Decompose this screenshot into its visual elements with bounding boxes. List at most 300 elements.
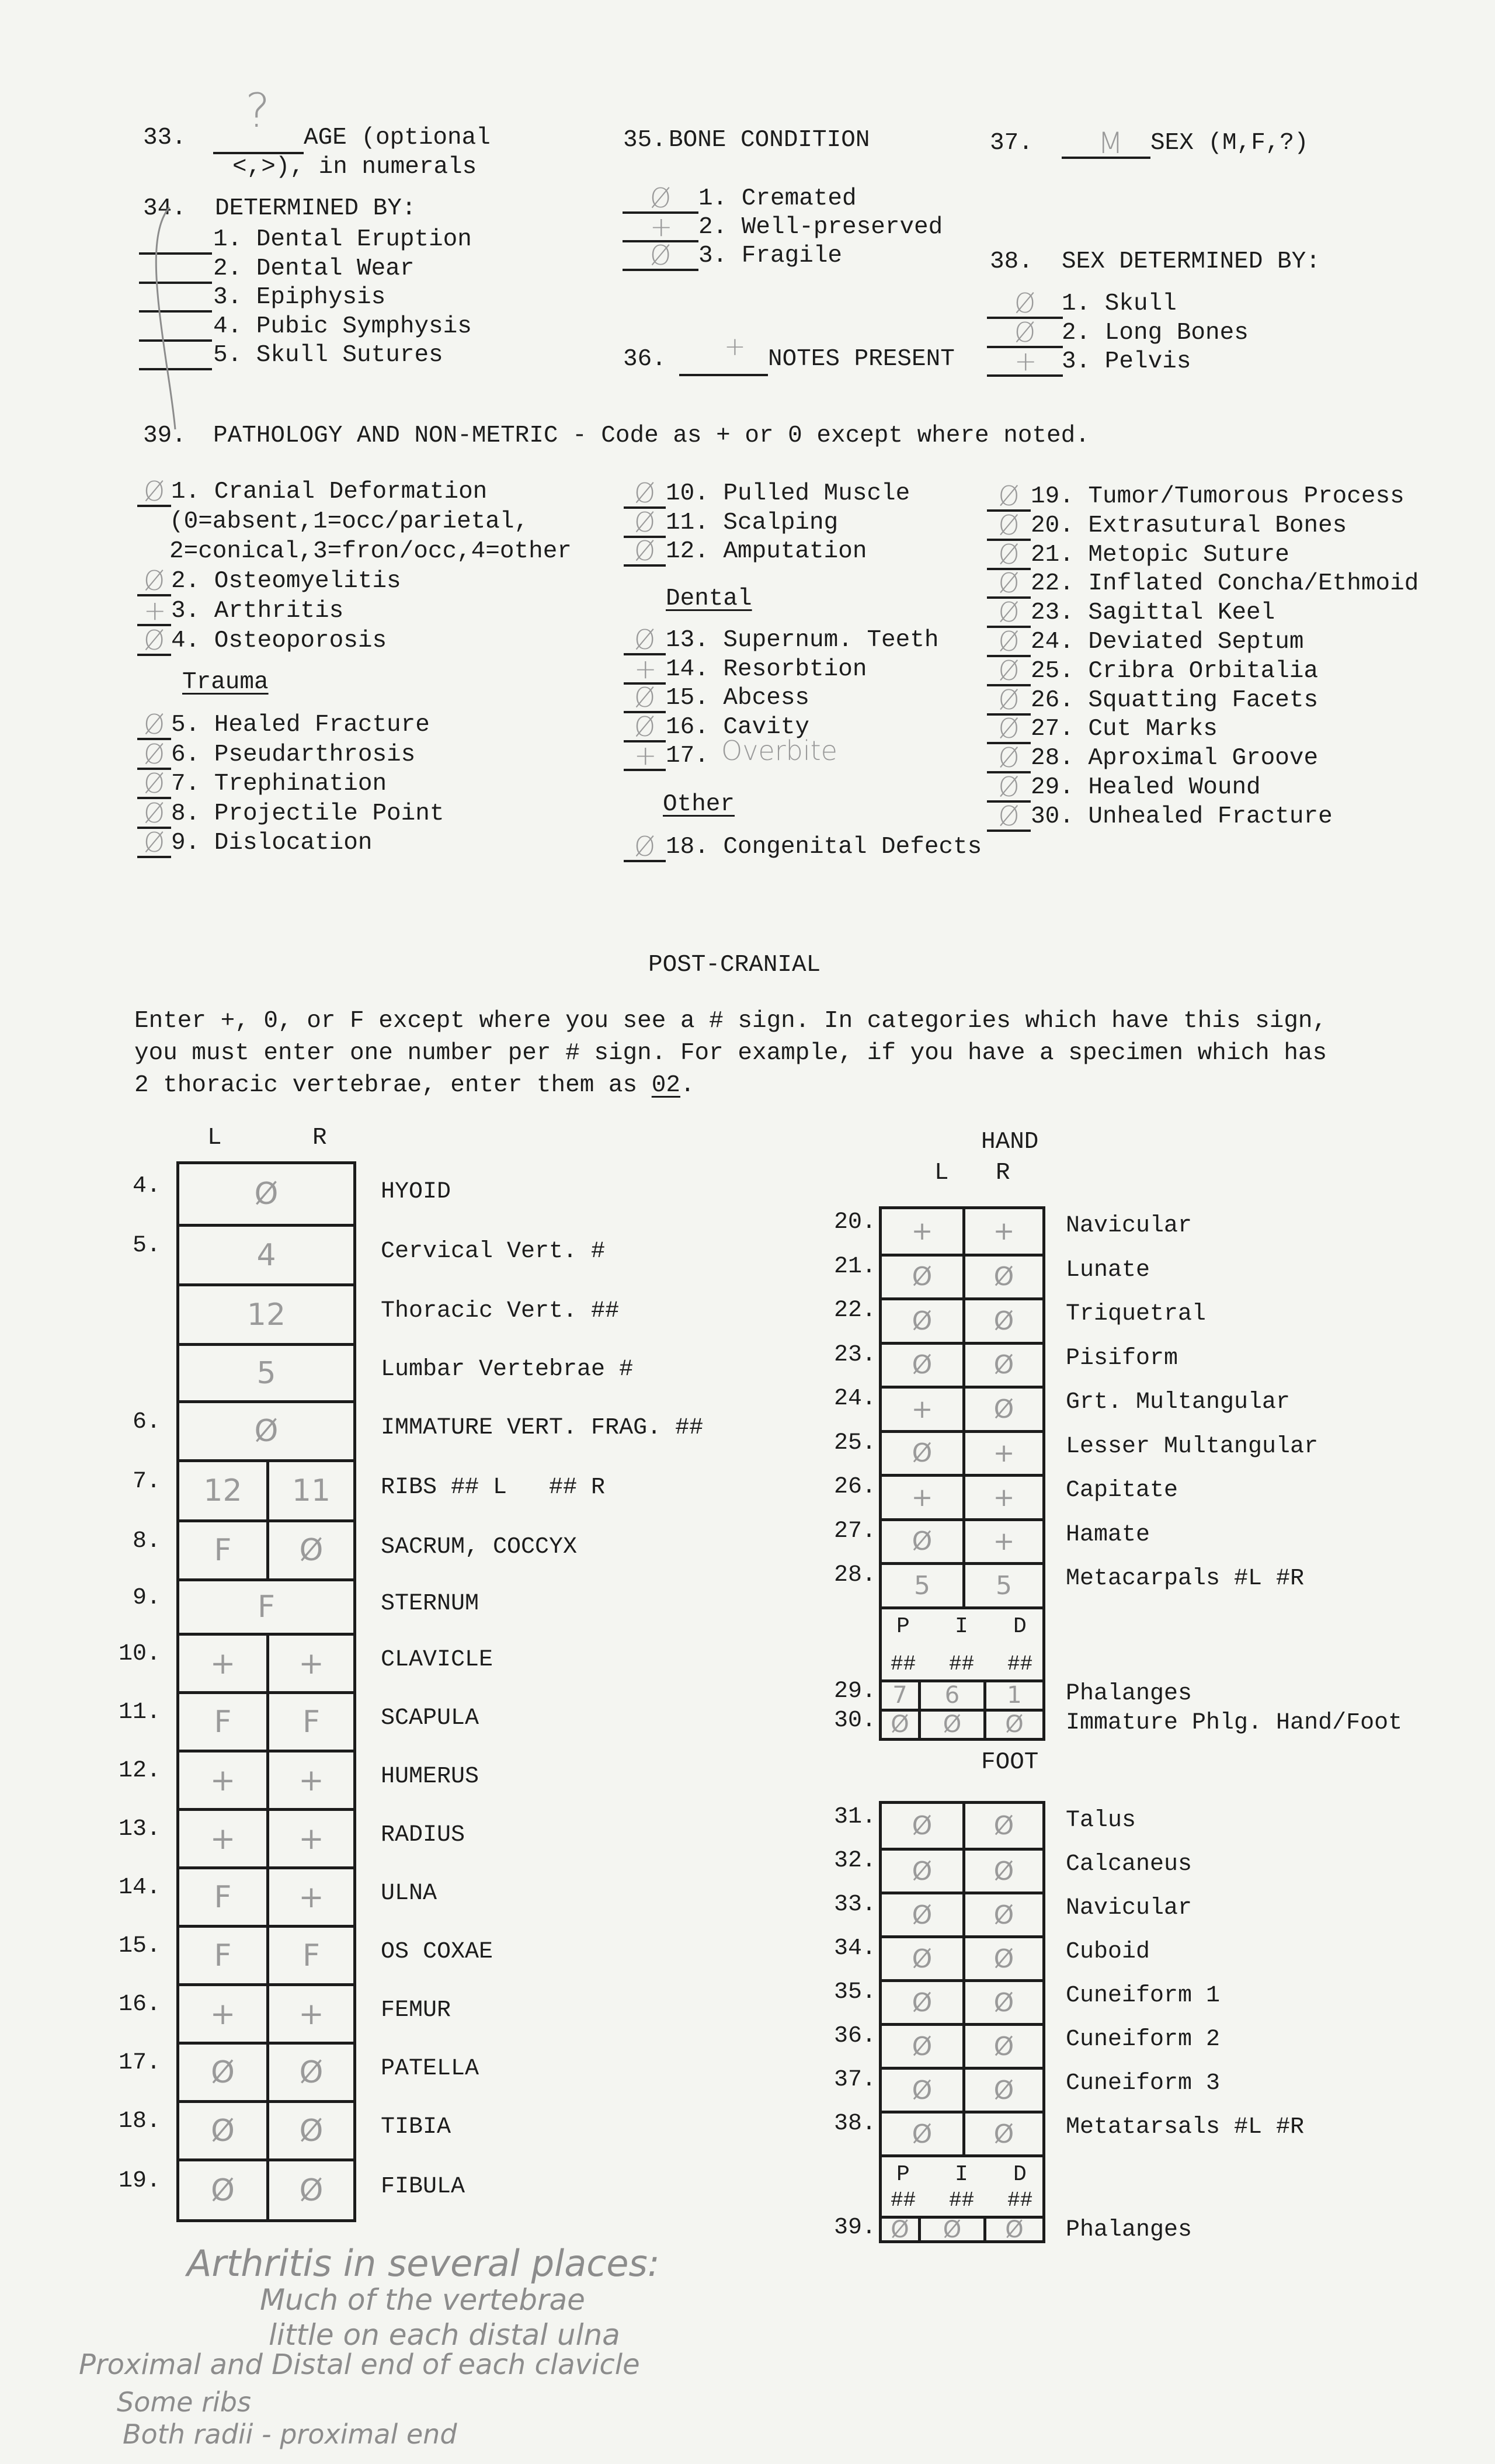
q35-title: BONE CONDITION [669,127,870,154]
left-cell[interactable]: Ø [912,1350,933,1380]
right-cell[interactable]: + [266,1636,353,1691]
left-cell[interactable]: + [210,1996,236,2032]
pid-label: P [896,1613,910,1639]
row-number: 8. [132,1528,161,1554]
sex-label: SEX (M,F,?) [1150,130,1309,157]
pathology-value: Ø [998,480,1020,512]
foot-pid-header [882,2154,1042,2216]
pathology-value: Ø [998,596,1020,629]
pathology-label: 3. Arthritis [171,598,344,624]
table-row [179,1808,353,1866]
row-label: HYOID [381,1179,451,1205]
sex-determined-value: Ø [1014,316,1036,348]
hand-row [882,1297,1042,1342]
row-number: 13. [118,1816,161,1842]
pid-mark: ## [949,2188,975,2212]
overbite-note: Overbite [721,735,837,766]
dental-value: + [634,653,657,685]
row-label: Triquetral [1066,1301,1207,1327]
hand-row [882,1430,1042,1474]
trauma-label: 6. Pseudarthrosis [171,741,416,768]
pathology-value: + [144,595,166,626]
pathology-value: Ø [998,800,1020,832]
row-number: 37. [833,2067,876,2093]
row-number: 25. [833,1429,876,1456]
row-number: 38. [833,2111,876,2137]
pathology-value: Ø [144,476,165,507]
row-number: 16. [118,1991,161,2018]
distal-cell[interactable]: Ø [983,2219,1042,2240]
pathology-label: 26. Squatting Facets [1031,686,1319,714]
trauma-value: Ø [144,709,165,740]
intermediate-cell[interactable]: Ø [918,2219,983,2240]
right-cell[interactable]: F [266,1928,353,1983]
left-cell[interactable]: Ø [912,1438,933,1469]
pathology-label: 25. Cribra Orbitalia [1031,657,1319,685]
bone-condition-label: 1. Cremated [698,185,857,212]
q33-number: 33. [143,124,186,151]
row-label: CLAVICLE [381,1647,493,1673]
left-cell[interactable]: Ø [912,1306,933,1336]
right-cell[interactable]: + [266,1752,353,1808]
table-row [179,1164,353,1224]
bone-condition-label: 2. Well-preserved [698,214,943,241]
pathology-label: 28. Aproximal Groove [1031,745,1319,772]
right-cell[interactable]: Ø [962,1300,1042,1342]
row-label: Immature Phlg. Hand/Foot [1066,1709,1403,1736]
postcranial-title: POST-CRANIAL [648,952,821,978]
dental-value: + [634,740,657,771]
dental-value: Ø [634,682,656,713]
table-row [179,1343,353,1400]
left-cell[interactable]: Ø [912,1944,933,1974]
right-cell[interactable]: Ø [962,2026,1042,2067]
q39-title: PATHOLOGY AND NON-METRIC - Code as + or 0 except where noted. [213,422,1090,449]
right-cell[interactable]: Ø [962,1804,1042,1848]
row-number: 17. [118,2050,161,2076]
hand-row [882,1474,1042,1518]
left-cell[interactable]: F [214,1938,232,1973]
bone-condition-value: Ø [650,182,672,214]
right-cell[interactable]: Ø [962,1345,1042,1386]
instructions-line-1: Enter +, 0, or F except where you see a # sign. In categories which have this sign, [134,1008,1327,1035]
right-cell[interactable]: Ø [266,2161,353,2219]
row-label: SCAPULA [381,1705,479,1731]
row-number: 31. [833,1804,876,1830]
pathology-value: Ø [998,654,1020,686]
trauma-value: Ø [144,827,165,858]
row-number: 35. [833,1979,876,2005]
left-cell[interactable]: + [911,1216,933,1247]
row-number: 11. [118,1699,161,1726]
age-label: AGE (optional [304,124,491,151]
pathology-value: Ø [998,742,1020,774]
pathology-value: Ø [998,567,1020,599]
pathology-label: 23. Sagittal Keel [1031,599,1275,627]
right-cell[interactable]: + [962,1521,1042,1563]
bracket-mark [140,204,210,432]
left-cell[interactable]: 5 [914,1570,930,1601]
dental-label: 16. Cavity [666,713,810,741]
left-cell[interactable]: Ø [912,2119,933,2149]
right-cell[interactable]: Ø [266,2103,353,2158]
row-label: Pisiform [1066,1345,1178,1372]
bone-condition-label: 3. Fragile [698,242,843,269]
row-label: Cervical Vert. # [381,1238,606,1265]
example-end: . [680,1072,695,1099]
single-cell[interactable]: Ø [254,1177,279,1212]
sex-determined-value: + [1014,345,1037,377]
row-number: 26. [833,1474,876,1500]
left-cell[interactable]: Ø [912,2075,933,2105]
right-cell[interactable]: Ø [962,1894,1042,1935]
intermediate-cell[interactable]: Ø [918,1712,983,1738]
table-row [179,1283,353,1343]
pid-mark: ## [891,2188,916,2212]
row-label: STERNUM [381,1590,479,1617]
trauma-value: Ø [144,768,165,799]
right-cell[interactable]: Ø [962,1389,1042,1430]
other-value: Ø [634,831,656,862]
right-cell[interactable]: Ø [266,1522,353,1578]
right-cell[interactable]: Ø [266,2045,353,2100]
trauma-heading: Trauma [182,669,269,696]
row-label: RADIUS [381,1822,465,1848]
row-label: Navicular [1066,1213,1192,1239]
foot-row [882,2067,1042,2111]
example-value: 02 [651,1072,680,1099]
left-cell[interactable]: + [210,1821,236,1856]
table-row [179,2100,353,2158]
right-cell[interactable]: Ø [962,2114,1042,2154]
right-cell[interactable]: Ø [962,2070,1042,2111]
row-label: Grt. Multangular [1066,1389,1291,1415]
right-cell[interactable]: 11 [266,1462,353,1519]
notes-present-field[interactable] [679,374,768,376]
table-row [179,1578,353,1633]
instructions-line-2: you must enter one number per # sign. For example, if you have a specimen which has [134,1040,1327,1067]
table-row [179,1866,353,1925]
hand-row [882,1209,1042,1254]
sex-determined-label: 1. Skull [1062,290,1177,317]
row-number: 39. [833,2215,876,2241]
instructions-line-3-text: 2 thoracic vertebrae, enter them as [134,1072,652,1099]
row-label: HUMERUS [381,1764,479,1790]
row-number: 29. [833,1678,876,1705]
foot-row [882,1979,1042,2023]
single-cell[interactable]: 5 [256,1355,276,1391]
dental-label: 15. Abcess [666,685,810,712]
trauma-label: 8. Projectile Point [171,800,444,827]
post-cranial-table [176,1161,356,2222]
right-cell[interactable]: Ø [962,1851,1042,1892]
q34-number: 34. [143,195,186,222]
pathology-label: 27. Cut Marks [1031,716,1218,743]
table-row [179,2158,353,2219]
pathology-value: Ø [144,565,165,596]
trauma-label: 9. Dislocation [171,830,373,856]
row-number: 33. [833,1892,876,1918]
table-row [179,1691,353,1750]
left-cell[interactable]: F [214,1704,232,1740]
hand-row [882,1342,1042,1386]
row-label: Metacarpals #L #R [1066,1566,1305,1592]
pathology-label: 11. Scalping [666,509,839,536]
q34-title: DETERMINED BY: [215,195,416,222]
pathology-label: 12. Amputation [666,538,867,565]
right-cell[interactable]: Ø [962,1257,1042,1298]
row-number: 6. [132,1408,161,1435]
pid-label: I [955,1613,968,1639]
row-number: 22. [833,1297,876,1324]
q36-number: 36. [623,346,666,373]
row-label: RIBS ## L ## R [381,1474,606,1501]
q39-number: 39. [143,422,186,449]
dental-value: Ø [634,624,656,655]
single-cell[interactable]: 4 [256,1237,276,1273]
right-cell[interactable]: F [266,1694,353,1750]
single-cell[interactable]: F [258,1590,275,1625]
row-label: Cuneiform 3 [1066,2070,1221,2097]
foot-row [882,2023,1042,2067]
other-label: 18. Congenital Defects [666,834,982,860]
left-cell[interactable]: Ø [912,2031,933,2062]
row-number: 24. [833,1386,876,1412]
left-cell[interactable]: F [214,1533,232,1568]
q35-number: 35. [623,127,666,154]
proximal-cell[interactable]: Ø [891,1711,909,1738]
notes-present-label: NOTES PRESENT [768,346,955,373]
row-label: Navicular [1066,1895,1192,1921]
trauma-label: 7. Trephination [171,771,387,797]
row-number: 34. [833,1935,876,1962]
note-line-4: Proximal and Distal end of each clavicle [79,2348,640,2381]
row-number: 19. [118,2168,161,2194]
left-cell[interactable]: Ø [912,1900,933,1930]
pathology-label: 2=conical,3=fron/occ,4=other [169,538,572,565]
row-label: Lumbar Vertebrae # [381,1356,634,1383]
pid-mark: ## [891,1651,916,1676]
row-number: 27. [833,1518,876,1545]
dental-value: Ø [634,710,656,742]
row-number: 18. [118,2108,161,2135]
row-label: Lunate [1066,1257,1150,1283]
row-label: Talus [1066,1807,1136,1834]
single-cell[interactable]: 12 [246,1297,286,1332]
hand-row [882,1386,1042,1430]
sex-determined-label: 2. Long Bones [1062,319,1249,346]
pid-label: D [1013,2162,1027,2187]
distal-cell[interactable]: 1 [983,1682,1042,1709]
determined-by-label: 2. Dental Wear [213,255,415,282]
foot-phalanges-row [882,2216,1042,2243]
note-line-6: Both radii - proximal end [123,2418,457,2450]
age-label-2: <,>), in numerals [232,154,477,181]
foot-row [882,1848,1042,1892]
left-cell[interactable]: 12 [203,1473,242,1508]
foot-title: FOOT [981,1749,1039,1776]
right-cell[interactable]: Ø [962,1938,1042,1979]
row-label: Calcaneus [1066,1851,1192,1878]
determined-by-label: 3. Epiphysis [213,284,386,311]
row-number: 4. [132,1173,161,1199]
right-cell[interactable]: 5 [962,1565,1042,1606]
right-cell[interactable]: + [962,1433,1042,1474]
pathology-value: Ø [144,624,165,656]
table-row [179,1633,353,1691]
distal-cell[interactable]: Ø [983,1712,1042,1738]
row-label: IMMATURE VERT. FRAG. ## [381,1414,704,1441]
pathology-value: Ø [998,509,1020,541]
determined-by-label: 5. Skull Sutures [213,342,443,369]
right-cell[interactable]: + [962,1209,1042,1254]
table-row [179,1925,353,1983]
row-number: 28. [833,1562,876,1588]
pathology-label: 30. Unhealed Fracture [1031,803,1333,830]
row-label: TIBIA [381,2114,451,2140]
left-cell[interactable]: Ø [211,2173,235,2208]
trauma-label: 5. Healed Fracture [171,712,430,738]
hand-row [882,1518,1042,1563]
row-number: 32. [833,1848,876,1874]
hand-phalanges-row [882,1679,1042,1709]
pid-mark: ## [1007,1651,1033,1676]
row-label: Thoracic Vert. ## [381,1298,620,1324]
pathology-label: 19. Tumor/Tumorous Process [1031,483,1404,510]
left-cell[interactable]: + [911,1482,933,1512]
row-label: OS COXAE [381,1939,493,1965]
q38-title: SEX DETERMINED BY: [1062,248,1320,275]
right-cell[interactable]: + [962,1477,1042,1518]
left-cell[interactable]: + [210,1646,236,1681]
proximal-cell[interactable]: Ø [891,2216,909,2243]
left-cell[interactable]: + [911,1394,933,1424]
table-row [179,1983,353,2042]
hand-row [882,1562,1042,1606]
row-number: 36. [833,2023,876,2049]
dental-heading: Dental [666,585,752,612]
row-label: Cuneiform 2 [1066,2026,1221,2053]
pathology-value: Ø [634,535,656,567]
row-number: 15. [118,1933,161,1959]
hand-phalanges-row [882,1709,1042,1738]
pathology-label: 29. Healed Wound [1031,774,1261,801]
determined-by-label: 4. Pubic Symphysis [213,313,472,340]
pathology-label: 20. Extrasutural Bones [1031,512,1347,539]
foot-row [882,2111,1042,2154]
row-label: Capitate [1066,1477,1178,1504]
row-label: Phalanges [1066,1680,1192,1707]
foot-row [882,1804,1042,1848]
hand-title: HAND [981,1129,1039,1155]
sex-determined-value: Ø [1014,287,1036,319]
pathology-value: Ø [998,713,1020,745]
pathology-label: 4. Osteoporosis [171,627,387,654]
pid-label: I [955,2162,968,2187]
notes-present-value: + [724,332,746,362]
note-line-5: Some ribs [117,2386,251,2418]
pathology-label: (0=absent,1=occ/parietal, [169,508,529,535]
pathology-value: Ø [634,506,656,538]
row-label: PATELLA [381,2056,479,2082]
row-label: Cuneiform 1 [1066,1983,1221,2009]
left-cell[interactable]: Ø [211,2055,235,2090]
age-value: ? [245,84,270,138]
intermediate-cell[interactable]: 6 [918,1682,983,1709]
table-row [179,1400,353,1459]
row-number: 5. [132,1233,161,1259]
left-cell[interactable]: Ø [912,1262,933,1292]
single-cell[interactable]: Ø [254,1414,279,1449]
foot-grid [879,1801,1045,2243]
note-line-1: Arthritis in several places: [187,2242,660,2285]
dental-label: 17. [666,742,709,769]
left-cell[interactable]: Ø [912,1987,933,2018]
left-cell[interactable]: F [214,1879,232,1915]
row-number: 10. [118,1641,161,1667]
right-cell[interactable]: Ø [962,1982,1042,2023]
right-cell[interactable]: + [266,1869,353,1925]
row-label: ULNA [381,1880,437,1907]
table-row [179,1750,353,1808]
pathology-label: 24. Deviated Septum [1031,629,1304,655]
left-cell[interactable]: Ø [912,1856,933,1886]
pathology-value: Ø [998,771,1020,803]
left-cell[interactable]: Ø [912,1811,933,1841]
table-row [179,2042,353,2100]
left-cell[interactable]: + [210,1762,236,1798]
row-number: 30. [833,1707,876,1734]
sex-value: M [1098,126,1124,160]
row-label: FIBULA [381,2174,465,2200]
note-line-3: little on each distal ulna [269,2318,620,2352]
determined-by-label: 1. Dental Eruption [213,226,472,253]
table-row [179,1519,353,1578]
row-label: Cuboid [1066,1939,1150,1965]
pid-label: P [896,2162,910,2187]
left-cell[interactable]: Ø [211,2113,235,2149]
right-cell[interactable]: + [266,1986,353,2042]
pid-mark: ## [1007,2188,1033,2212]
table-row [179,1459,353,1519]
pathology-label: 21. Metopic Suture [1031,541,1289,568]
left-cell[interactable]: Ø [912,1526,933,1557]
q37-number: 37. [990,130,1033,157]
pid-label: D [1013,1613,1027,1639]
pathology-label: 2. Osteomyelitis [171,568,401,595]
foot-row [882,1892,1042,1935]
row-number: 21. [833,1253,876,1280]
right-cell[interactable]: + [266,1811,353,1866]
pathology-value: Ø [998,538,1020,570]
hand-col-L: L [934,1160,949,1186]
left-table-col-R: R [312,1125,327,1151]
bone-condition-value: Ø [650,240,672,271]
q38-number: 38. [990,248,1033,275]
left-table-col-L: L [207,1125,222,1151]
dental-label: 14. Resorbtion [666,655,867,683]
hand-col-R: R [996,1160,1010,1186]
row-label: SACRUM, COCCYX [381,1533,578,1560]
trauma-value: Ø [144,738,165,770]
proximal-cell[interactable]: 7 [892,1682,908,1709]
hand-pid-header [882,1606,1042,1679]
row-number: 9. [132,1584,161,1611]
hand-row [882,1254,1042,1298]
pathology-value: Ø [998,626,1020,657]
pathology-label: 1. Cranial Deformation [171,478,488,505]
row-number: 7. [132,1468,161,1495]
